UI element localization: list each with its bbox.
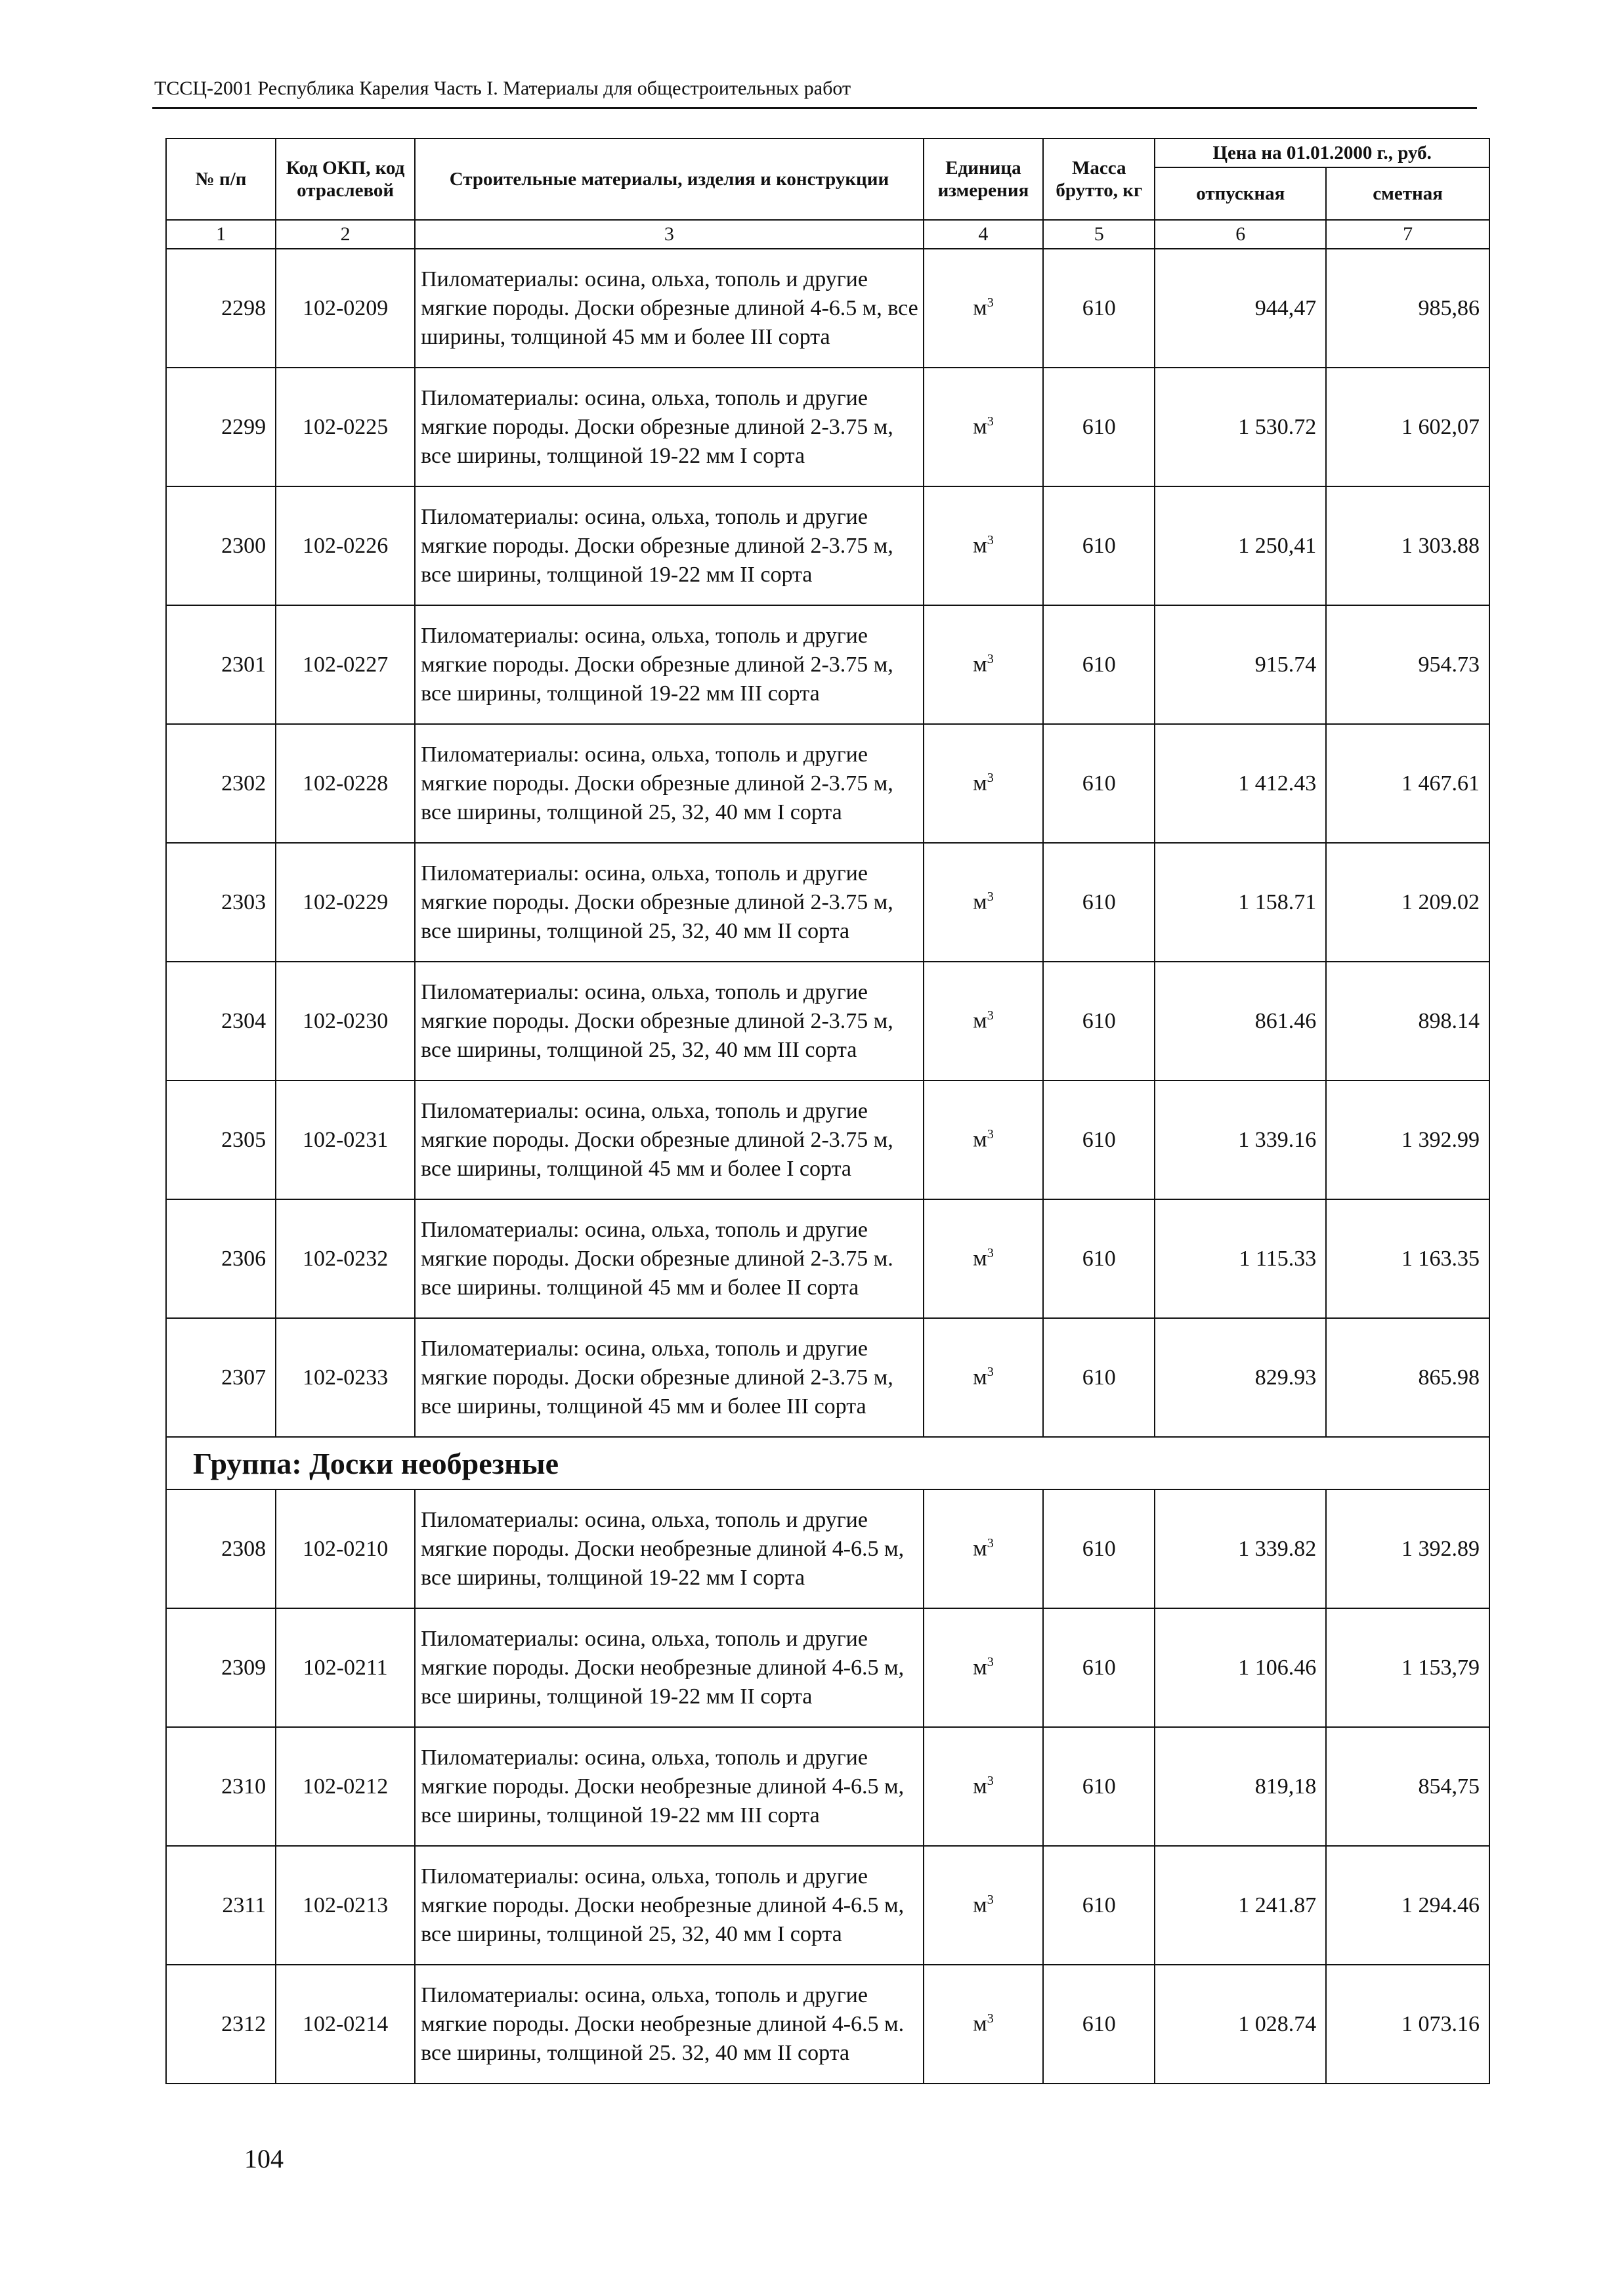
row-description: Пиломатериалы: осина, ольха, тополь и другие мягкие породы. Доски необрезные длиной 4-6.5 м, все ширины, толщиной 19-22 мм III сорта bbox=[415, 1727, 924, 1846]
unit-exponent: 3 bbox=[987, 1127, 994, 1142]
row-price-estimate: 1 163.35 bbox=[1326, 1199, 1489, 1318]
unit-exponent: 3 bbox=[987, 1008, 994, 1023]
unit-exponent: 3 bbox=[987, 533, 994, 548]
row-number: 2302 bbox=[166, 724, 276, 843]
row-price-release: 829.93 bbox=[1155, 1318, 1326, 1437]
row-price-release: 915.74 bbox=[1155, 605, 1326, 724]
row-code: 102-0209 bbox=[276, 249, 415, 368]
document-header: ТССЦ-2001 Республика Карелия Часть I. Материалы для общестроительных работ bbox=[154, 77, 851, 99]
row-description: Пиломатериалы: осина, ольха, тополь и другие мягкие породы. Доски обрезные длиной 2-3.75 м, все ширины, толщиной 25, 32, 40 мм I сорта bbox=[415, 724, 924, 843]
unit-cell bbox=[924, 962, 1043, 1080]
header-material: Строительные материалы, изделия и конструкции bbox=[415, 139, 924, 220]
header-divider bbox=[152, 107, 1477, 109]
row-description: Пиломатериалы: осина, ольха, тополь и другие мягкие породы. Доски обрезные длиной 2-3.75 м, все ширины, толщиной 25, 32, 40 мм II сорта bbox=[415, 843, 924, 962]
group-row bbox=[166, 1437, 1489, 1489]
unit-base: м bbox=[973, 1008, 987, 1033]
table-row bbox=[166, 1608, 1489, 1727]
table-row bbox=[166, 605, 1489, 724]
row-mass: 610 bbox=[1043, 1965, 1155, 2084]
unit-exponent: 3 bbox=[987, 2011, 994, 2026]
unit-cell bbox=[924, 724, 1043, 843]
unit-exponent: 3 bbox=[987, 1774, 994, 1789]
row-number: 2312 bbox=[166, 1965, 276, 2084]
row-description: Пиломатериалы: осина, ольха, тополь и другие мягкие породы. Доски необрезные длиной 4-6.5 м, все ширины, толщиной 25, 32, 40 мм I сорта bbox=[415, 1846, 924, 1965]
row-price-estimate: 1 303.88 bbox=[1326, 486, 1489, 605]
row-price-release: 1 115.33 bbox=[1155, 1199, 1326, 1318]
row-mass: 610 bbox=[1043, 1489, 1155, 1608]
column-number: 2 bbox=[276, 220, 415, 249]
row-code: 102-0225 bbox=[276, 368, 415, 486]
row-number: 2305 bbox=[166, 1080, 276, 1199]
row-price-release: 1 412.43 bbox=[1155, 724, 1326, 843]
row-price-estimate: 1 602,07 bbox=[1326, 368, 1489, 486]
row-code: 102-0214 bbox=[276, 1965, 415, 2084]
unit-cell bbox=[924, 605, 1043, 724]
page-number: 104 bbox=[244, 2144, 284, 2173]
header-price-release: отпускная bbox=[1155, 167, 1326, 220]
column-number: 5 bbox=[1043, 220, 1155, 249]
column-number: 6 bbox=[1155, 220, 1326, 249]
unit-base: м bbox=[973, 533, 987, 558]
row-number: 2304 bbox=[166, 962, 276, 1080]
unit-cell bbox=[924, 1846, 1043, 1965]
unit-base: м bbox=[973, 652, 987, 677]
row-price-release: 1 530.72 bbox=[1155, 368, 1326, 486]
row-number: 2301 bbox=[166, 605, 276, 724]
table-row bbox=[166, 724, 1489, 843]
header-unit: Единица измерения bbox=[924, 139, 1043, 220]
header-code: Код ОКП, код отраслевой bbox=[276, 139, 415, 220]
column-number: 1 bbox=[166, 220, 276, 249]
row-mass: 610 bbox=[1043, 486, 1155, 605]
row-code: 102-0231 bbox=[276, 1080, 415, 1199]
row-price-release: 1 241.87 bbox=[1155, 1846, 1326, 1965]
row-code: 102-0230 bbox=[276, 962, 415, 1080]
row-price-estimate: 865.98 bbox=[1326, 1318, 1489, 1437]
unit-exponent: 3 bbox=[987, 1365, 994, 1380]
unit-base: м bbox=[973, 1655, 987, 1680]
column-numbers-row bbox=[166, 220, 1489, 249]
row-price-estimate: 898.14 bbox=[1326, 962, 1489, 1080]
unit-cell bbox=[924, 486, 1043, 605]
row-code: 102-0211 bbox=[276, 1608, 415, 1727]
row-price-estimate: 1 392.99 bbox=[1326, 1080, 1489, 1199]
row-mass: 610 bbox=[1043, 1846, 1155, 1965]
unit-base: м bbox=[973, 1774, 987, 1799]
row-price-release: 1 250,41 bbox=[1155, 486, 1326, 605]
row-mass: 610 bbox=[1043, 249, 1155, 368]
unit-exponent: 3 bbox=[987, 652, 994, 667]
header-price-estimate: сметная bbox=[1326, 167, 1489, 220]
unit-base: м bbox=[973, 1127, 987, 1152]
unit-exponent: 3 bbox=[987, 1893, 994, 1908]
row-mass: 610 bbox=[1043, 962, 1155, 1080]
row-description: Пиломатериалы: осина, ольха, тополь и другие мягкие породы. Доски обрезные длиной 2-3.75 м, все ширины, толщиной 19-22 мм I сорта bbox=[415, 368, 924, 486]
row-description: Пиломатериалы: осина, ольха, тополь и другие мягкие породы. Доски обрезные длиной 2-3.75 м, все ширины, толщиной 19-22 мм II сорта bbox=[415, 486, 924, 605]
row-mass: 610 bbox=[1043, 1318, 1155, 1437]
row-number: 2298 bbox=[166, 249, 276, 368]
table-row bbox=[166, 1489, 1489, 1608]
unit-exponent: 3 bbox=[987, 889, 994, 905]
unit-exponent: 3 bbox=[987, 771, 994, 786]
table-row bbox=[166, 1727, 1489, 1846]
row-number: 2299 bbox=[166, 368, 276, 486]
row-mass: 610 bbox=[1043, 1727, 1155, 1846]
table-row bbox=[166, 1080, 1489, 1199]
row-code: 102-0232 bbox=[276, 1199, 415, 1318]
table-row bbox=[166, 1199, 1489, 1318]
unit-base: м bbox=[973, 1893, 987, 1917]
row-description: Пиломатериалы: осина, ольха, тополь и другие мягкие породы. Доски обрезные длиной 2-3.75 м, все ширины, толщиной 45 мм и более III сорта bbox=[415, 1318, 924, 1437]
row-code: 102-0213 bbox=[276, 1846, 415, 1965]
unit-exponent: 3 bbox=[987, 1536, 994, 1551]
row-price-estimate: 1 392.89 bbox=[1326, 1489, 1489, 1608]
row-price-release: 1 339.82 bbox=[1155, 1489, 1326, 1608]
row-price-release: 944,47 bbox=[1155, 249, 1326, 368]
header-mass: Масса брутто, кг bbox=[1043, 139, 1155, 220]
unit-base: м bbox=[973, 1536, 987, 1561]
row-price-release: 819,18 bbox=[1155, 1727, 1326, 1846]
row-price-estimate: 985,86 bbox=[1326, 249, 1489, 368]
row-price-release: 1 028.74 bbox=[1155, 1965, 1326, 2084]
row-price-release: 1 158.71 bbox=[1155, 843, 1326, 962]
unit-cell bbox=[924, 1199, 1043, 1318]
unit-cell bbox=[924, 368, 1043, 486]
unit-cell bbox=[924, 249, 1043, 368]
row-code: 102-0226 bbox=[276, 486, 415, 605]
table-row bbox=[166, 368, 1489, 486]
row-number: 2307 bbox=[166, 1318, 276, 1437]
column-number: 4 bbox=[924, 220, 1043, 249]
row-mass: 610 bbox=[1043, 1080, 1155, 1199]
row-mass: 610 bbox=[1043, 368, 1155, 486]
unit-base: м bbox=[973, 295, 987, 320]
column-number: 3 bbox=[415, 220, 924, 249]
row-price-estimate: 1 209.02 bbox=[1326, 843, 1489, 962]
unit-exponent: 3 bbox=[987, 1246, 994, 1261]
row-number: 2311 bbox=[166, 1846, 276, 1965]
row-code: 102-0227 bbox=[276, 605, 415, 724]
row-price-release: 861.46 bbox=[1155, 962, 1326, 1080]
row-code: 102-0210 bbox=[276, 1489, 415, 1608]
header-price-group: Цена на 01.01.2000 г., руб. bbox=[1155, 139, 1489, 167]
row-code: 102-0228 bbox=[276, 724, 415, 843]
row-description: Пиломатериалы: осина, ольха, тополь и другие мягкие породы. Доски обрезные длиной 4-6.5 м, все ширины, толщиной 45 мм и более III сорта bbox=[415, 249, 924, 368]
group-title: Группа: Доски необрезные bbox=[166, 1437, 1489, 1489]
row-price-estimate: 1 294.46 bbox=[1326, 1846, 1489, 1965]
row-mass: 610 bbox=[1043, 1199, 1155, 1318]
row-description: Пиломатериалы: осина, ольха, тополь и другие мягкие породы. Доски обрезные длиной 2-3.75 м, все ширины, толщиной 19-22 мм III сорта bbox=[415, 605, 924, 724]
unit-base: м bbox=[973, 2011, 987, 2036]
unit-base: м bbox=[973, 771, 987, 796]
table-row bbox=[166, 486, 1489, 605]
row-description: Пиломатериалы: осина, ольха, тополь и другие мягкие породы. Доски обрезные длиной 2-3.75 м. все ширины. толщиной 45 мм и более II сорта bbox=[415, 1199, 924, 1318]
row-description: Пиломатериалы: осина, ольха, тополь и другие мягкие породы. Доски необрезные длиной 4-6.5 м. все ширины, толщиной 25. 32, 40 мм II сорта bbox=[415, 1965, 924, 2084]
row-code: 102-0233 bbox=[276, 1318, 415, 1437]
row-code: 102-0229 bbox=[276, 843, 415, 962]
row-mass: 610 bbox=[1043, 843, 1155, 962]
table-row bbox=[166, 1318, 1489, 1437]
row-number: 2300 bbox=[166, 486, 276, 605]
unit-cell bbox=[924, 1318, 1043, 1437]
row-price-estimate: 1 073.16 bbox=[1326, 1965, 1489, 2084]
unit-cell bbox=[924, 843, 1043, 962]
table-row bbox=[166, 843, 1489, 962]
unit-exponent: 3 bbox=[987, 414, 994, 429]
column-number: 7 bbox=[1326, 220, 1489, 249]
row-number: 2303 bbox=[166, 843, 276, 962]
unit-exponent: 3 bbox=[987, 1655, 994, 1670]
row-description: Пиломатериалы: осина, ольха, тополь и другие мягкие породы. Доски необрезные длиной 4-6.5 м, все ширины, толщиной 19-22 мм I сорта bbox=[415, 1489, 924, 1608]
table-row bbox=[166, 249, 1489, 368]
row-number: 2309 bbox=[166, 1608, 276, 1727]
row-mass: 610 bbox=[1043, 1608, 1155, 1727]
row-mass: 610 bbox=[1043, 724, 1155, 843]
row-price-estimate: 954.73 bbox=[1326, 605, 1489, 724]
row-price-release: 1 339.16 bbox=[1155, 1080, 1326, 1199]
unit-cell bbox=[924, 1080, 1043, 1199]
table-row bbox=[166, 1965, 1489, 2084]
unit-cell bbox=[924, 1727, 1043, 1846]
table-row bbox=[166, 962, 1489, 1080]
row-price-release: 1 106.46 bbox=[1155, 1608, 1326, 1727]
unit-base: м bbox=[973, 1365, 987, 1390]
table-row bbox=[166, 1846, 1489, 1965]
unit-exponent: 3 bbox=[987, 295, 994, 310]
unit-cell bbox=[924, 1965, 1043, 2084]
row-mass: 610 bbox=[1043, 605, 1155, 724]
row-price-estimate: 854,75 bbox=[1326, 1727, 1489, 1846]
row-price-estimate: 1 467.61 bbox=[1326, 724, 1489, 843]
header-num: № п/п bbox=[166, 139, 276, 220]
row-description: Пиломатериалы: осина, ольха, тополь и другие мягкие породы. Доски обрезные длиной 2-3.75 м, все ширины, толщиной 45 мм и более I сорта bbox=[415, 1080, 924, 1199]
unit-base: м bbox=[973, 414, 987, 439]
row-price-estimate: 1 153,79 bbox=[1326, 1608, 1489, 1727]
row-number: 2306 bbox=[166, 1199, 276, 1318]
row-code: 102-0212 bbox=[276, 1727, 415, 1846]
unit-base: м bbox=[973, 1246, 987, 1271]
row-number: 2310 bbox=[166, 1727, 276, 1846]
unit-cell bbox=[924, 1608, 1043, 1727]
row-description: Пиломатериалы: осина, ольха, тополь и другие мягкие породы. Доски обрезные длиной 2-3.75 м, все ширины, толщиной 25, 32, 40 мм III сорта bbox=[415, 962, 924, 1080]
unit-base: м bbox=[973, 889, 987, 914]
row-description: Пиломатериалы: осина, ольха, тополь и другие мягкие породы. Доски необрезные длиной 4-6.5 м, все ширины, толщиной 19-22 мм II сорта bbox=[415, 1608, 924, 1727]
unit-cell bbox=[924, 1489, 1043, 1608]
price-table bbox=[165, 138, 1490, 2084]
row-number: 2308 bbox=[166, 1489, 276, 1608]
